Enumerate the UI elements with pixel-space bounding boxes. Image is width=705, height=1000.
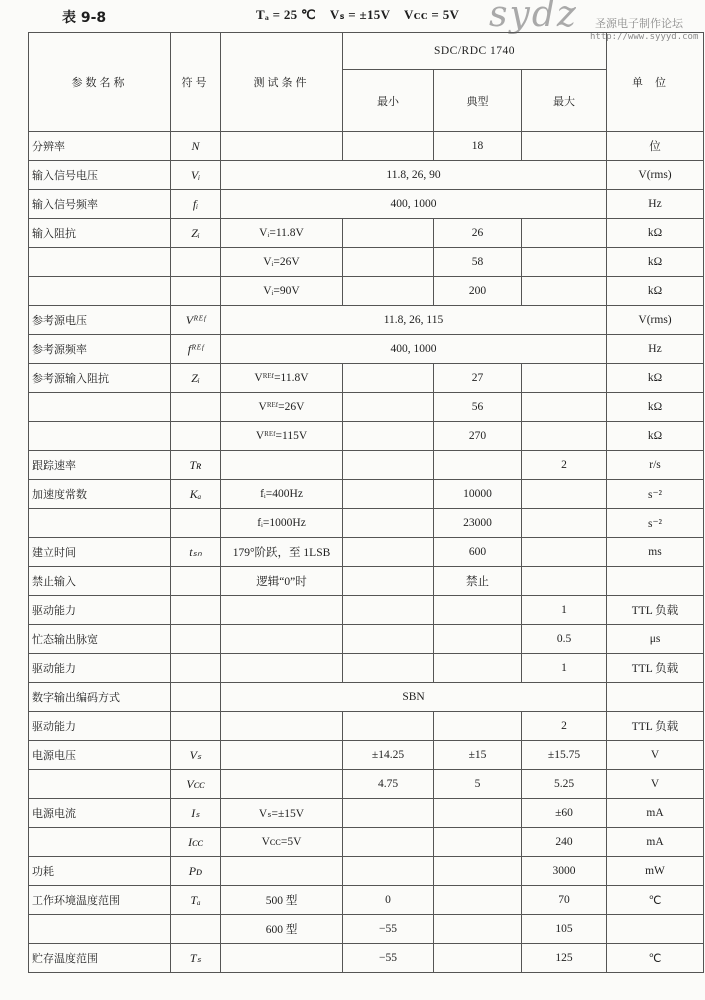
unit-cell: kΩ: [607, 219, 704, 248]
max-cell: ±15.75: [522, 741, 607, 770]
condition-cell: [221, 132, 343, 161]
typ-cell: 56: [434, 393, 522, 422]
typ-cell: 禁止: [434, 567, 522, 596]
table-row: [29, 451, 704, 480]
min-cell: [343, 393, 434, 422]
param-name-cell: 跟踪速率: [29, 451, 171, 480]
unit-cell: ms: [607, 538, 704, 567]
table-row: [29, 625, 704, 654]
min-cell: [343, 480, 434, 509]
unit-cell: μs: [607, 625, 704, 654]
symbol-cell: Vᴄᴄ: [171, 770, 221, 799]
typ-cell: 200: [434, 277, 522, 306]
max-cell: [522, 538, 607, 567]
spanned-value-cell: SBN: [221, 683, 607, 712]
max-cell: 2: [522, 712, 607, 741]
min-cell: [343, 567, 434, 596]
unit-cell: [607, 915, 704, 944]
typ-cell: [434, 654, 522, 683]
typ-cell: 5: [434, 770, 522, 799]
typ-cell: [434, 944, 522, 973]
condition-cell: Vᴄᴄ=5V: [221, 828, 343, 857]
symbol-cell: fᴿᴱᶠ: [171, 335, 221, 364]
unit-cell: Hz: [607, 190, 704, 219]
symbol-cell: Zᵢ: [171, 364, 221, 393]
table-row: [29, 306, 704, 335]
unit-cell: TTL 负载: [607, 654, 704, 683]
param-name-cell: 建立时间: [29, 538, 171, 567]
unit-cell: kΩ: [607, 393, 704, 422]
min-cell: [343, 509, 434, 538]
table-row: [29, 509, 704, 538]
table-row: [29, 683, 704, 712]
typ-cell: 18: [434, 132, 522, 161]
unit-cell: TTL 负载: [607, 596, 704, 625]
header-min: 最小: [343, 70, 434, 132]
param-name-cell: 分辨率: [29, 132, 171, 161]
condition-cell: Vᵢ=26V: [221, 248, 343, 277]
min-cell: [343, 625, 434, 654]
typ-cell: [434, 451, 522, 480]
table-row: [29, 799, 704, 828]
table-row: [29, 857, 704, 886]
symbol-cell: [171, 567, 221, 596]
table-row: [29, 364, 704, 393]
unit-cell: V: [607, 770, 704, 799]
min-cell: 4.75: [343, 770, 434, 799]
symbol-cell: tₛₙ: [171, 538, 221, 567]
unit-cell: s⁻²: [607, 480, 704, 509]
test-conditions: Tₐ = 25 ℃ Vₛ = ±15V Vᴄᴄ = 5V: [256, 7, 460, 22]
param-name-cell: [29, 393, 171, 422]
spanned-value-cell: 11.8, 26, 115: [221, 306, 607, 335]
param-name-cell: 禁止输入: [29, 567, 171, 596]
symbol-cell: [171, 915, 221, 944]
max-cell: [522, 277, 607, 306]
condition-cell: 600 型: [221, 915, 343, 944]
min-cell: [343, 654, 434, 683]
param-name-cell: 驱动能力: [29, 596, 171, 625]
param-name-cell: 输入信号频率: [29, 190, 171, 219]
condition-cell: 179°阶跃，至 1LSB: [221, 538, 343, 567]
typ-cell: [434, 828, 522, 857]
max-cell: ±60: [522, 799, 607, 828]
param-name-cell: 功耗: [29, 857, 171, 886]
max-cell: [522, 364, 607, 393]
typ-cell: [434, 596, 522, 625]
param-name-cell: [29, 248, 171, 277]
condition-cell: Vᴿᴱᶠ=11.8V: [221, 364, 343, 393]
symbol-cell: [171, 277, 221, 306]
max-cell: [522, 248, 607, 277]
unit-cell: V: [607, 741, 704, 770]
spanned-value-cell: 11.8, 26, 90: [221, 161, 607, 190]
table-row: [29, 161, 704, 190]
condition-cell: Vₛ=±15V: [221, 799, 343, 828]
table-row: [29, 480, 704, 509]
max-cell: 0.5: [522, 625, 607, 654]
table-row: [29, 538, 704, 567]
table-row: [29, 335, 704, 364]
param-name-cell: 驱动能力: [29, 712, 171, 741]
unit-cell: kΩ: [607, 277, 704, 306]
condition-cell: Vᵢ=90V: [221, 277, 343, 306]
table-row: [29, 248, 704, 277]
symbol-cell: Kₐ: [171, 480, 221, 509]
unit-cell: mA: [607, 799, 704, 828]
typ-cell: [434, 915, 522, 944]
symbol-cell: Vᵢ: [171, 161, 221, 190]
min-cell: [343, 422, 434, 451]
symbol-cell: [171, 683, 221, 712]
unit-cell: mA: [607, 828, 704, 857]
symbol-cell: Pᴅ: [171, 857, 221, 886]
unit-cell: kΩ: [607, 422, 704, 451]
min-cell: [343, 538, 434, 567]
unit-cell: mW: [607, 857, 704, 886]
condition-cell: [221, 857, 343, 886]
table-row: [29, 190, 704, 219]
min-cell: [343, 451, 434, 480]
max-cell: 1: [522, 596, 607, 625]
header-condition: 测试条件: [221, 33, 343, 132]
min-cell: [343, 132, 434, 161]
table-row: [29, 393, 704, 422]
param-name-cell: [29, 422, 171, 451]
condition-cell: fᵢ=400Hz: [221, 480, 343, 509]
unit-cell: r/s: [607, 451, 704, 480]
table-number: 表 9-8: [62, 10, 107, 26]
unit-cell: 位: [607, 132, 704, 161]
table-row: [29, 567, 704, 596]
param-name-cell: [29, 770, 171, 799]
unit-cell: [607, 567, 704, 596]
symbol-cell: Iᴄᴄ: [171, 828, 221, 857]
table-row: [29, 741, 704, 770]
watermark-url: http://www.syyyd.com: [590, 32, 699, 42]
table-row: [29, 915, 704, 944]
max-cell: [522, 422, 607, 451]
unit-cell: ℃: [607, 944, 704, 973]
param-name-cell: 参考源电压: [29, 306, 171, 335]
min-cell: [343, 364, 434, 393]
unit-cell: TTL 负载: [607, 712, 704, 741]
table-row: [29, 828, 704, 857]
max-cell: 70: [522, 886, 607, 915]
symbol-cell: [171, 509, 221, 538]
condition-cell: [221, 625, 343, 654]
typ-cell: [434, 625, 522, 654]
param-name-cell: 数字输出编码方式: [29, 683, 171, 712]
condition-cell: [221, 451, 343, 480]
condition-cell: [221, 596, 343, 625]
watermark-name: 圣源电子制作论坛: [595, 17, 683, 30]
symbol-cell: [171, 393, 221, 422]
param-name-cell: 参考源频率: [29, 335, 171, 364]
condition-cell: [221, 712, 343, 741]
max-cell: 240: [522, 828, 607, 857]
param-name-cell: 输入信号电压: [29, 161, 171, 190]
param-name-cell: 驱动能力: [29, 654, 171, 683]
symbol-cell: Tₛ: [171, 944, 221, 973]
table-row: [29, 132, 704, 161]
min-cell: [343, 799, 434, 828]
typ-cell: 58: [434, 248, 522, 277]
max-cell: [522, 132, 607, 161]
symbol-cell: Tₐ: [171, 886, 221, 915]
max-cell: 5.25: [522, 770, 607, 799]
table-row: [29, 944, 704, 973]
typ-cell: 270: [434, 422, 522, 451]
param-name-cell: 电源电压: [29, 741, 171, 770]
max-cell: [522, 219, 607, 248]
min-cell: [343, 712, 434, 741]
symbol-cell: [171, 248, 221, 277]
min-cell: [343, 219, 434, 248]
symbol-cell: [171, 422, 221, 451]
min-cell: 0: [343, 886, 434, 915]
condition-cell: Vᴿᴱᶠ=26V: [221, 393, 343, 422]
max-cell: [522, 509, 607, 538]
table-row: [29, 422, 704, 451]
min-cell: [343, 596, 434, 625]
typ-cell: [434, 857, 522, 886]
param-name-cell: 电源电流: [29, 799, 171, 828]
condition-cell: 500 型: [221, 886, 343, 915]
header-typ: 典型: [434, 70, 522, 132]
symbol-cell: Vᴿᴱᶠ: [171, 306, 221, 335]
header-unit: 单位: [607, 33, 704, 132]
min-cell: [343, 828, 434, 857]
param-name-cell: 参考源输入阻抗: [29, 364, 171, 393]
spanned-value-cell: 400, 1000: [221, 190, 607, 219]
symbol-cell: fᵢ: [171, 190, 221, 219]
typ-cell: [434, 712, 522, 741]
param-name-cell: [29, 509, 171, 538]
unit-cell: kΩ: [607, 248, 704, 277]
unit-cell: ℃: [607, 886, 704, 915]
symbol-cell: [171, 654, 221, 683]
max-cell: 3000: [522, 857, 607, 886]
unit-cell: kΩ: [607, 364, 704, 393]
table-row: [29, 886, 704, 915]
symbol-cell: Tʀ: [171, 451, 221, 480]
header-device: SDC/RDC 1740: [343, 33, 607, 70]
condition-cell: Vᴿᴱᶠ=115V: [221, 422, 343, 451]
table-row: [29, 770, 704, 799]
max-cell: 125: [522, 944, 607, 973]
symbol-cell: N: [171, 132, 221, 161]
unit-cell: s⁻²: [607, 509, 704, 538]
spec-table: [28, 32, 704, 973]
typ-cell: [434, 799, 522, 828]
header-param: 参数名称: [29, 33, 171, 132]
max-cell: 1: [522, 654, 607, 683]
header-symbol: 符号: [171, 33, 221, 132]
min-cell: [343, 857, 434, 886]
max-cell: [522, 393, 607, 422]
condition-cell: [221, 944, 343, 973]
symbol-cell: [171, 625, 221, 654]
param-name-cell: 加速度常数: [29, 480, 171, 509]
param-name-cell: [29, 828, 171, 857]
param-name-cell: [29, 915, 171, 944]
table-row: [29, 596, 704, 625]
symbol-cell: Zᵢ: [171, 219, 221, 248]
unit-cell: V(rms): [607, 161, 704, 190]
typ-cell: 10000: [434, 480, 522, 509]
min-cell: ±14.25: [343, 741, 434, 770]
param-name-cell: 贮存温度范围: [29, 944, 171, 973]
min-cell: [343, 248, 434, 277]
symbol-cell: Iₛ: [171, 799, 221, 828]
symbol-cell: Vₛ: [171, 741, 221, 770]
table-row: [29, 654, 704, 683]
condition-cell: [221, 741, 343, 770]
min-cell: −55: [343, 944, 434, 973]
unit-cell: Hz: [607, 335, 704, 364]
param-name-cell: 忙态输出脉宽: [29, 625, 171, 654]
condition-cell: [221, 770, 343, 799]
condition-cell: [221, 654, 343, 683]
condition-cell: Vᵢ=11.8V: [221, 219, 343, 248]
max-cell: 2: [522, 451, 607, 480]
symbol-cell: [171, 596, 221, 625]
param-name-cell: 工作环境温度范围: [29, 886, 171, 915]
table-row: [29, 277, 704, 306]
spanned-value-cell: 400, 1000: [221, 335, 607, 364]
symbol-cell: [171, 712, 221, 741]
max-cell: [522, 567, 607, 596]
param-name-cell: 输入阻抗: [29, 219, 171, 248]
typ-cell: ±15: [434, 741, 522, 770]
param-name-cell: [29, 277, 171, 306]
min-cell: [343, 277, 434, 306]
typ-cell: 600: [434, 538, 522, 567]
unit-cell: [607, 683, 704, 712]
typ-cell: [434, 886, 522, 915]
table-row: [29, 219, 704, 248]
unit-cell: V(rms): [607, 306, 704, 335]
max-cell: [522, 480, 607, 509]
min-cell: −55: [343, 915, 434, 944]
typ-cell: 23000: [434, 509, 522, 538]
condition-cell: 逻辑“0”时: [221, 567, 343, 596]
typ-cell: 27: [434, 364, 522, 393]
max-cell: 105: [522, 915, 607, 944]
watermark-logo: sydz: [489, 0, 578, 35]
typ-cell: 26: [434, 219, 522, 248]
condition-cell: fᵢ=1000Hz: [221, 509, 343, 538]
header-max: 最大: [522, 70, 607, 132]
table-row: [29, 712, 704, 741]
